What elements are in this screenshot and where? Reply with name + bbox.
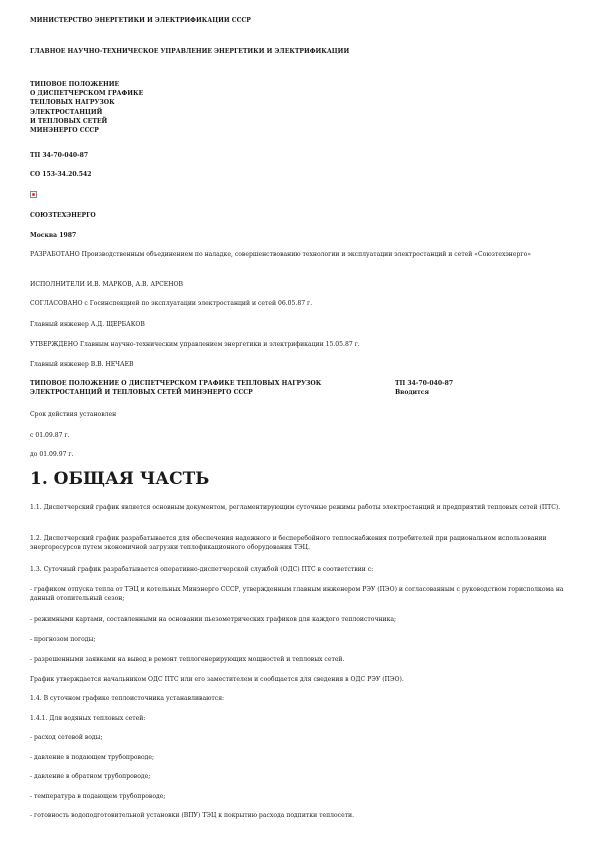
validity-from: с 01.09.87 г. [30, 432, 70, 439]
header-title-line: ЭЛЕКТРОСТАНЦИЙ И ТЕПЛОВЫХ СЕТЕЙ МИНЭНЕРГО СССР [30, 388, 253, 396]
broken-image-icon [30, 191, 37, 198]
paragraph-1-1: 1.1. Диспетчерский график является основным документом, регламентирующим суточные режимы работы электростанций и предприятий тепловых сетей (ПТС). [30, 504, 561, 511]
validity-label: Срок действия установлен [30, 411, 117, 418]
section-title: 1. ОБЩАЯ ЧАСТЬ [30, 469, 210, 489]
title-line: И ТЕПЛОВЫХ СЕТЕЙ [30, 117, 108, 125]
developed-by: РАЗРАБОТАНО Производственным объединением по наладке, совершенствованию технологии и эксплуатации электростанций и сетей «Союзтехэнерго» [30, 251, 531, 258]
title-line: ЭЛЕКТРОСТАНЦИЙ [30, 108, 103, 116]
list-item: - давление в обратном трубопроводе; [30, 773, 151, 780]
list-item: - готовность водоподготовительной установки (ВПУ) ТЭЦ к покрытию расхода подпитки теплосети. [30, 812, 355, 819]
header-title-line: ТИПОВОЕ ПОЛОЖЕНИЕ О ДИСПЕТЧЕРСКОМ ГРАФИКЕ ТЕПЛОВЫХ НАГРУЗОК [30, 380, 322, 387]
approved: УТВЕРЖДЕНО Главным научно-техническим управлением энергетики и электрификации 15.05.87 г. [30, 341, 360, 348]
header-status: Вводится [395, 388, 430, 396]
document-code-tp: ТП 34-70-040-87 [30, 152, 89, 159]
validity-to: до 01.09.97 г. [30, 451, 74, 458]
paragraph-approve: График утверждается начальником ОДС ПТС или его заместителем и сообщается для сведения в ОДС РЭУ (ПЭО). [30, 676, 404, 683]
list-item: - давление в подающем трубопроводе; [30, 754, 155, 761]
title-line: ТИПОВОЕ ПОЛОЖЕНИЕ [30, 81, 120, 88]
paragraph-1-2: 1.2. Диспетчерский график разрабатывается для обеспечения надежного и бесперебойного теплоснабжения потребителей при рациональном использовании энергоресурсов путем экономичной загрузки теплофикационного оборудования ТЭЦ. [30, 535, 547, 551]
list-item: - температура в подающем трубопроводе; [30, 793, 166, 800]
paragraph-1-3: 1.3. Суточный график разрабатывается оперативно-диспетчерской службой (ОДС) ПТС в соответствии с: [30, 566, 374, 573]
document-code-so: СО 153-34.20.542 [30, 171, 92, 178]
title-line: ТЕПЛОВЫХ НАГРУЗОК [30, 99, 115, 107]
paragraph-1-4-1: 1.4.1. Для водяных тепловых сетей: [30, 715, 146, 722]
title-line: О ДИСПЕТЧЕРСКОМ ГРАФИКЕ [30, 90, 144, 98]
paragraph-1-4: 1.4. В суточном графике теплоисточника устанавливаются: [30, 695, 225, 702]
directorate-heading: ГЛАВНОЕ НАУЧНО-ТЕХНИЧЕСКОЕ УПРАВЛЕНИЕ ЭНЕРГЕТИКИ И ЭЛЕКТРИФИКАЦИИ [30, 48, 350, 55]
header-meta [395, 380, 453, 397]
list-item: - режимными картами, составленными на основании пьезометрических графиков для каждого теплоисточника; [30, 616, 397, 623]
header-title [30, 380, 321, 397]
chief-engineer-1: Главный инженер А.Д. ЩЕРБАКОВ [30, 321, 145, 328]
document-title [30, 80, 143, 135]
city-year: Москва 1987 [30, 232, 77, 239]
agreed: СОГЛАСОВАНО с Госинспекцией по эксплуатации электростанций и сетей 06.05.87 г. [30, 300, 313, 307]
title-line: МИНЭНЕРГО СССР [30, 127, 99, 135]
header-code: ТП 34-70-040-87 [395, 380, 454, 387]
executors: ИСПОЛНИТЕЛИ И.В. МАРКОВ, А.В. АРСЕНОВ [30, 281, 183, 288]
list-item: - прогнозом погоды; [30, 636, 96, 643]
list-item: - расход сетевой воды; [30, 734, 103, 741]
list-item: - разрешенными заявками на вывод в ремонт теплогенерирующих мощностей и тепловых сетей. [30, 656, 345, 663]
publisher: СОЮЗТЕХЭНЕРГО [30, 212, 96, 219]
list-item: - графиком отпуска тепла от ТЭЦ и котельных Минэнерго СССР, утвержденным главным инженером РЭУ (ПЭО) и согласованным с руководством горисполкома на данный отопительный сезон; [30, 586, 564, 602]
chief-engineer-2: Главный инженер В.В. НЕЧАЕВ [30, 361, 134, 368]
ministry-heading: МИНИСТЕРСТВО ЭНЕРГЕТИКИ И ЭЛЕКТРИФИКАЦИИ СССР [30, 17, 251, 24]
